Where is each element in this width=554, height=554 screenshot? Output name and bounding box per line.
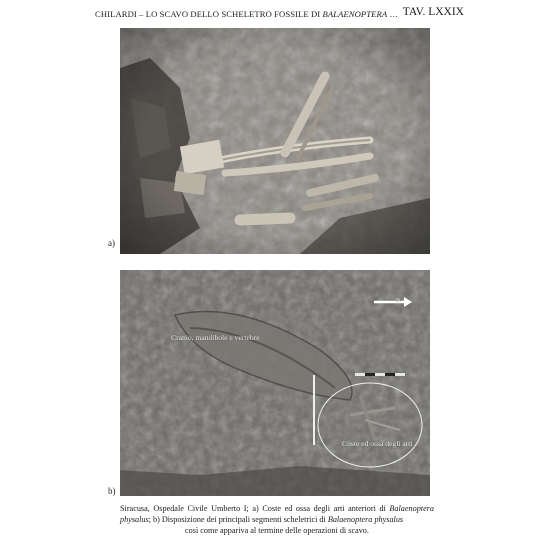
photo-a-image bbox=[120, 28, 430, 254]
figure-caption bbox=[120, 503, 434, 536]
header-prefix: CHILARDI – LO SCAVO DELLO SCHELETRO FOSSILE DI bbox=[95, 9, 323, 19]
panel-a-label: a) bbox=[108, 238, 115, 248]
plate-number: TAV. LXXIX bbox=[402, 6, 464, 18]
caption-part3: così come appariva al termine delle operazioni di scavo. bbox=[185, 526, 369, 535]
panel-b-label: b) bbox=[108, 486, 116, 496]
caption-part1: Siracusa, Ospedale Civile Umberto I; a) Coste ed ossa degli arti anteriori di bbox=[120, 504, 390, 513]
caption-species1: physalus bbox=[120, 515, 149, 524]
photo-b-excavation-overview bbox=[120, 270, 430, 496]
header-italic: BALAENOPTERA bbox=[322, 9, 388, 19]
photo-b-image bbox=[120, 270, 430, 496]
running-header bbox=[95, 9, 398, 19]
north-label: N bbox=[396, 297, 401, 304]
label-skull-mandibles-vertebrae: Cranio, mandibole e vertebre bbox=[171, 333, 260, 342]
header-suffix: … bbox=[387, 9, 399, 19]
caption-species2: Balaenoptera physalus bbox=[327, 515, 404, 524]
photo-a-excavation bbox=[120, 28, 430, 254]
label-ribs-limb-bones: Coste ed ossa degli arti bbox=[342, 439, 413, 448]
caption-part2: ; b) Disposizione dei principali segmenti scheletrici di bbox=[148, 515, 328, 524]
caption-genus1: Balaenoptera bbox=[389, 504, 434, 513]
